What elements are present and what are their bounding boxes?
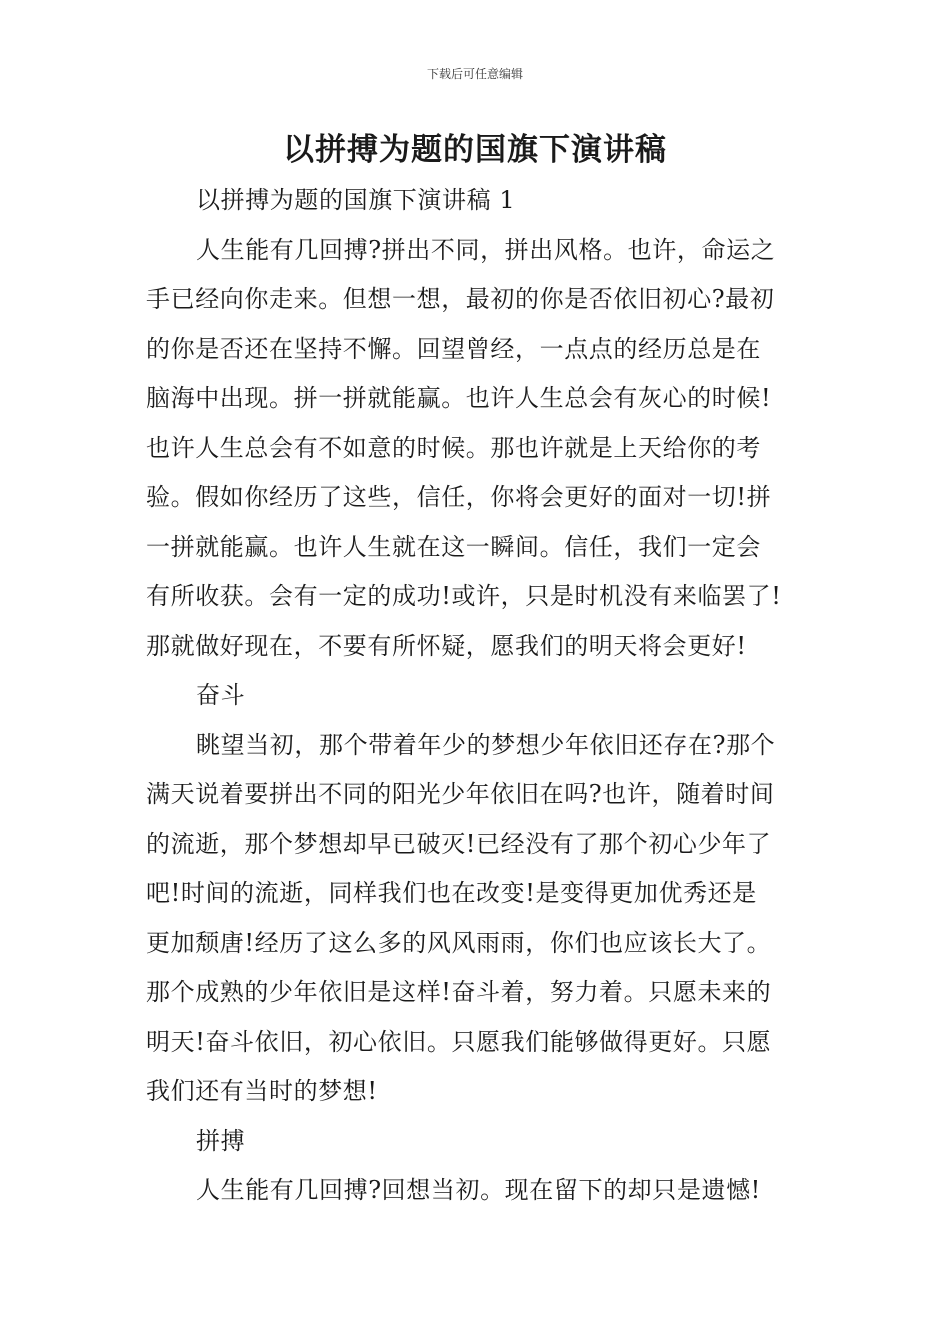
section-heading: 拼搏 — [196, 1126, 246, 1155]
document-body — [146, 176, 814, 1216]
section-heading: 奋斗 — [196, 681, 246, 709]
paragraph-line: 更加颓唐!经历了这么多的风风雨雨，你们也应该长大了。 — [146, 928, 772, 957]
paragraph-line: 有所收获。会有一定的成功!或许，只是时机没有来临罢了! — [146, 582, 782, 610]
header-note: 下载后可任意编辑 — [426, 67, 523, 81]
paragraph-line: 也许人生总会有不如意的时候。那也许就是上天给你的考 — [146, 433, 761, 462]
paragraph-line: 脑海中出现。拼一拼就能赢。也许人生总会有灰心的时候! — [146, 384, 772, 412]
paragraph-line: 那个成熟的少年依旧是这样!奋斗着，努力着。只愿未来的 — [146, 978, 772, 1006]
paragraph-line: 眺望当初，那个带着年少的梦想少年依旧还存在?那个 — [196, 730, 776, 759]
paragraph-line: 手已经向你走来。但想一想，最初的你是否依旧初心?最初 — [146, 285, 775, 313]
paragraph-line: 验。假如你经历了这些，信任，你将会更好的面对一切!拼 — [146, 483, 772, 511]
paragraph-line: 明天!奋斗依旧，初心依旧。只愿我们能够做得更好。只愿 — [146, 1027, 772, 1056]
paragraph-line: 人生能有几回搏?拼出不同，拼出风格。也许，命运之 — [196, 235, 776, 264]
paragraph-line: 的你是否还在坚持不懈。回望曾经，一点点的经历总是在 — [146, 334, 761, 363]
document-title: 以拼搏为题的国旗下演讲稿 — [283, 132, 667, 168]
paragraph-line: 吧!时间的流逝，同样我们也在改变!是变得更加优秀还是 — [146, 879, 757, 907]
paragraph-line: 我们还有当时的梦想! — [146, 1077, 378, 1105]
paragraph-line: 满天说着要拼出不同的阳光少年依旧在吗?也许，随着时间 — [146, 780, 775, 808]
paragraph-line: 的流逝，那个梦想却早已破灭!已经没有了那个初心少年了 — [146, 829, 772, 858]
paragraph-line: 那就做好现在，不要有所怀疑，愿我们的明天将会更好! — [146, 631, 747, 660]
paragraph-line: 一拼就能赢。也许人生就在这一瞬间。信任，我们一定会 — [146, 532, 761, 561]
paragraph-line: 人生能有几回搏?回想当初。现在留下的却只是遗憾! — [196, 1176, 761, 1204]
subtitle-line: 以拼搏为题的国旗下演讲稿 1 — [196, 186, 516, 214]
